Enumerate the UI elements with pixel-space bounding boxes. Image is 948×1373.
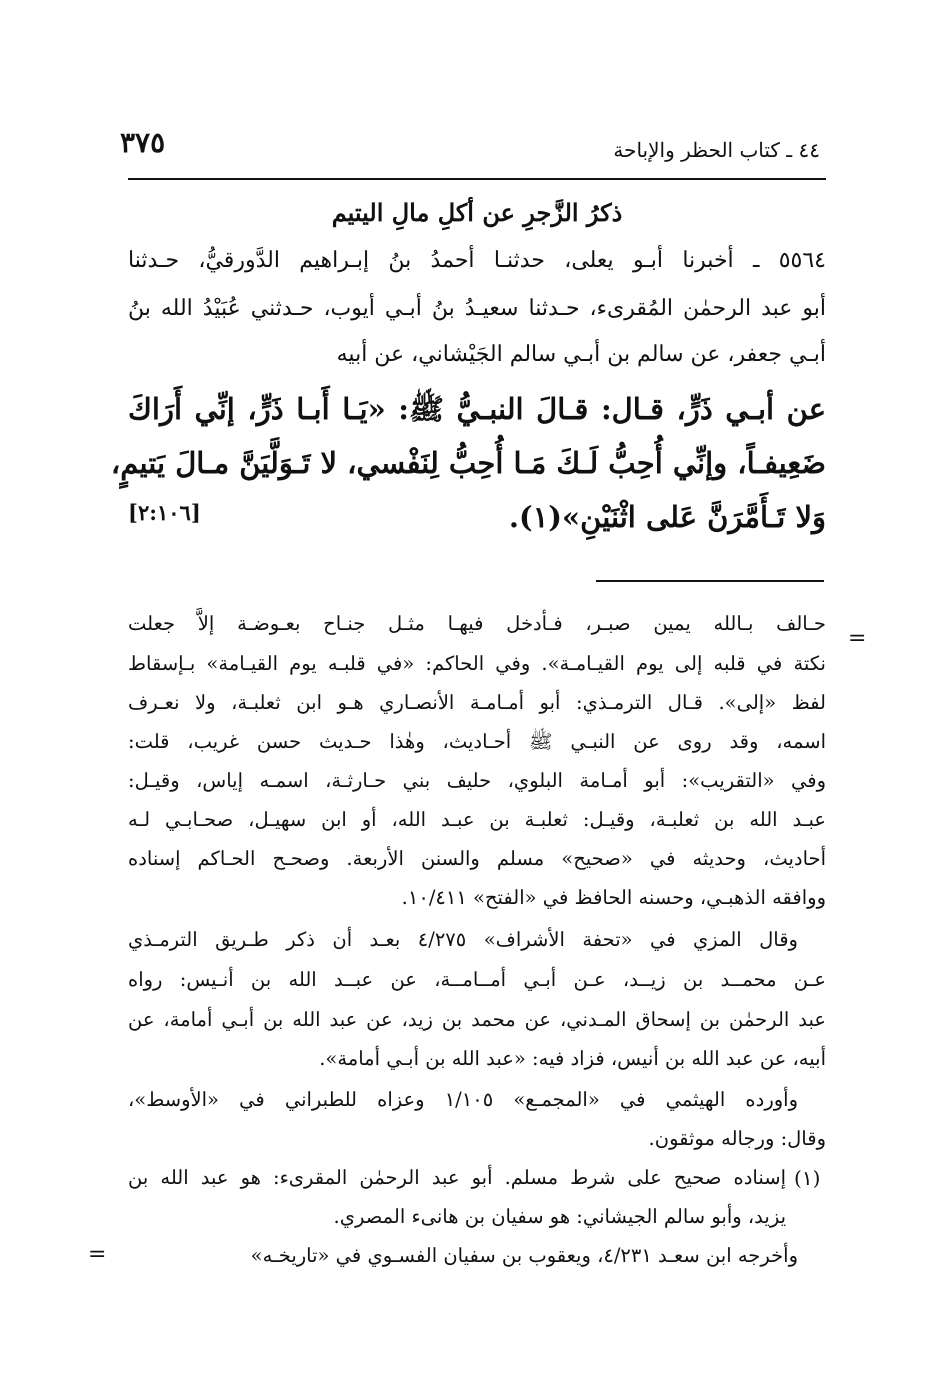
header-rule xyxy=(128,178,826,180)
isnad-line: أبو عبد الرحمٰن المُقرىء، حـدثنا سعيـدُ بنُ أبـي أيوب، حـدثني عُبَيْدُ الله بنُ xyxy=(128,296,826,321)
isnad-line: ٥٥٦٤ ـ أخبرنا أبـو يعلى، حدثنـا أحمدُ بنُ إبـراهيم الدَّورقيُّ، حـدثنا xyxy=(128,248,826,273)
footnote-line: ووافقه الذهبـي، وحسنه الحافظ في «الفتح» ١٠/٤١١. xyxy=(401,886,826,909)
footnote-line: نكتة في قلبه إلى يوم القيـامـة». وفي الحاكم: «في قلبـه يوم القيـامة» بـإسقاط xyxy=(128,652,826,675)
footnote-line: أحاديث، وحديثه في «صحيح» مسلم والسنن الأربعة. وصحـح الحـاكم إسناده xyxy=(128,847,826,870)
isnad-line: أبـي جعفر، عن سالم بن أبـي سالم الجَيْشاني، عن أبيه xyxy=(336,342,826,367)
continuation-mark: = xyxy=(88,1242,107,1267)
chapter-heading: ذكرُ الزَّجرِ عن أكلِ مالِ اليتيم xyxy=(331,198,623,227)
footnote-line: حـالف بـالله يمين صبـر، فـأدخل فيهـا مثـل جنـاح بعـوضـة إلاَّ جعلت xyxy=(128,612,826,635)
footnote-line: إسناده صحيح على شرط مسلم. أبو عبد الرحمٰن المقرىء: هو عبد الله بن xyxy=(128,1166,786,1189)
footnote-line: وفي «التقريب»: أبو أمـامة البلوي، حليف بني حـارثـة، اسمـه إياس، وقيـل: xyxy=(128,769,826,792)
footnote-line: لفظ «إلى». قـال الترمـذي: أبو أمـامـة الأنصـاري هـو ابن ثعلبـة، ولا نعـرف xyxy=(128,691,826,714)
footnote-line: اسمه، وقد روى عن النبـي ﷺ أحـاديث، وهٰذا حـديث حسن غريب، قلت: xyxy=(128,730,826,753)
running-title: ٤٤ ـ كتاب الحظر والإباحة xyxy=(613,138,820,162)
footnote-line: عبـد الله بن ثعلبـة، وقيـل: ثعلبـة بن عبـد الله، أو ابن سهيـل، صحـابـي لـه xyxy=(128,808,826,831)
footnote-line: أبيه، عن عبد الله بن أنيس، فزاد فيه: «عبد الله بن أبـي أمامة». xyxy=(319,1047,826,1070)
hadith-line: عن أبـي ذَرٍّ، قـال: قـالَ النبـيُّ ﷺ: «يَـا أَبـا ذَرٍّ، إنِّي أَرَاكَ xyxy=(128,392,826,426)
footnote-line: وأورده الهيثمي في «المجمـع» ١/١٠٥ وعزاه للطبراني في «الأوسط»، xyxy=(128,1088,798,1111)
footnote-line: عبد الرحمٰن بن إسحاق المـدني، عن محمد بن زيد، عن عبد الله بن أبـي أمامة، عن xyxy=(128,1008,826,1031)
hadith-line: وَلا تَـأَمَّرَنَّ عَلى اثْنَيْنِ»(١). xyxy=(508,500,826,534)
footnote-marker: (١) xyxy=(794,1166,821,1190)
footnote-line: يزيد، وأبو سالم الجيشاني: هو سفيان بن هانىء المصري. xyxy=(333,1205,786,1228)
footnote-separator xyxy=(596,580,824,582)
page-number: ٣٧٥ xyxy=(120,126,166,159)
footnote-line: وأخرجه ابن سعـد ٤/٢٣١، ويعقوب بن سفيان الفسـوي في «تاريخـه» xyxy=(250,1244,798,1267)
footnote-line: عـن محمــد بن زيــد، عـن أبـي أمــامــة، عن عبــد الله بن أنـيس: رواه xyxy=(128,968,826,991)
footnote-line: وقال: ورجاله موثقون. xyxy=(648,1127,826,1150)
source-reference: [٢:١٠٦] xyxy=(128,500,201,525)
footnote-line: وقال المزي في «تحفة الأشراف» ٤/٢٧٥ بعـد أن ذكر طـريق الترمـذي xyxy=(128,928,798,951)
continuation-mark: = xyxy=(848,626,867,651)
hadith-line: ضَعِيفـاً، وإنِّي أُحِبُّ لَـكَ مَـا أُحِبُّ لِنَفْسي، لا تَـوَلَّيَنَّ مـالَ يَتيمٍ، xyxy=(110,446,826,480)
